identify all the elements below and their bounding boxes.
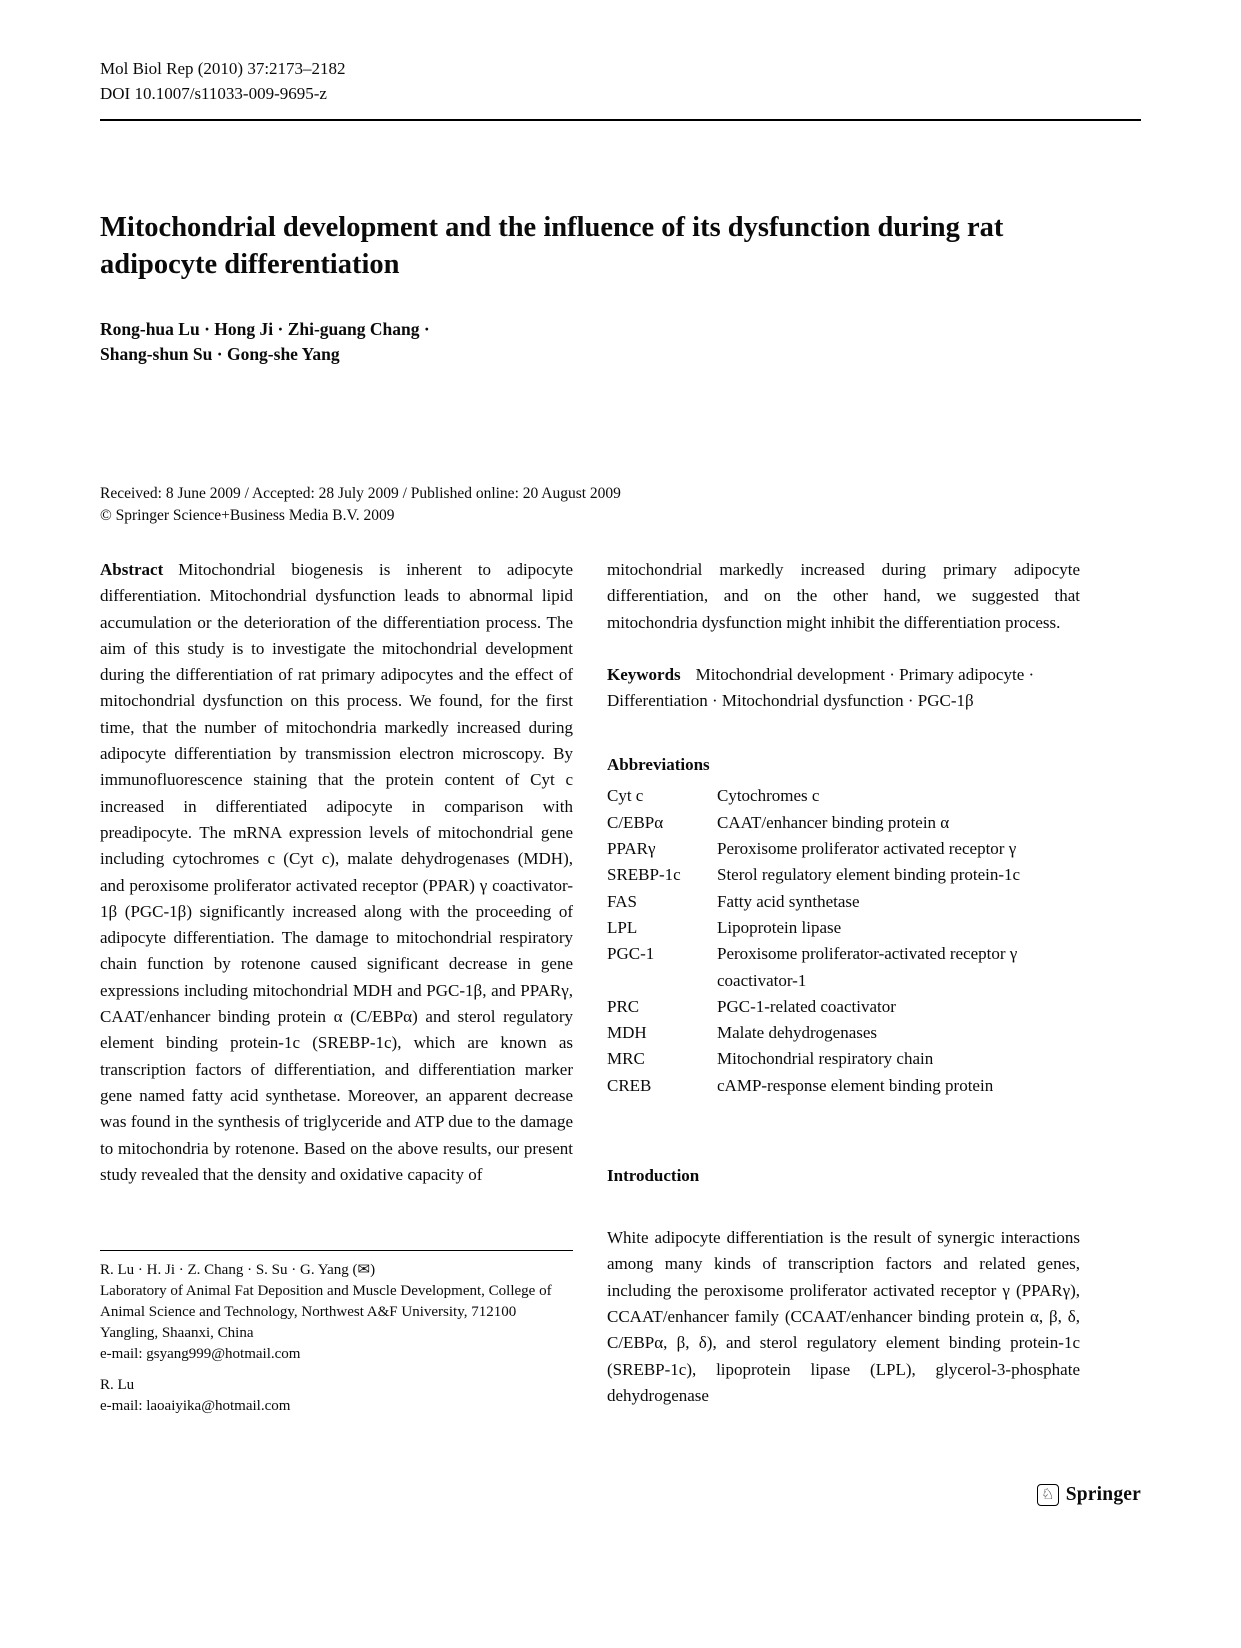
springer-horse-icon: ♘ (1037, 1484, 1059, 1506)
footnote-author-2: R. Lu (100, 1377, 135, 1393)
introduction-paragraph: White adipocyte differentiation is the result of synergic interactions among many kinds of transcription factors and related genes, including the peroxisome proliferator activated receptor γ (PPARγ), CCAAT/enhancer family (CCAAT/enhancer binding protein α, β, δ, C/EBPα, β, δ), and sterol regulatory element binding protein-1c (SREBP-1c), lipoprotein lipase (LPL), glycerol-3-phosphate dehydrogenase (607, 1228, 1080, 1405)
right-column (607, 557, 1080, 1417)
two-column-body (100, 557, 1141, 1417)
footnote-authors: R. Lu · H. Ji · Z. Chang · S. Su · G. Yang (✉) (100, 1262, 376, 1278)
abbreviation-row (607, 889, 1080, 915)
springer-wordmark: Springer (1065, 1484, 1141, 1505)
abbreviation-definition: Lipoprotein lipase (717, 917, 842, 937)
abbreviation-definition: cAMP-response element binding protein (717, 1075, 994, 1095)
abbreviation-row (607, 862, 1080, 888)
footnote-email-1: e-mail: gsyang999@hotmail.com (100, 1346, 301, 1362)
abbreviation-term: PPARγ (607, 839, 656, 859)
abbreviation-row (607, 941, 1080, 994)
authors (100, 317, 1141, 367)
abbreviations-heading: Abbreviations (607, 755, 710, 775)
copyright-line: © Springer Science+Business Media B.V. 2009 (100, 507, 395, 524)
abbreviation-term: CREB (607, 1075, 652, 1095)
abstract-text: Mitochondrial biogenesis is inherent to adipocyte differentiation. Mitochondrial dysfunction leads to abnormal lipid accumulation or the deterioration of the differentiation process. The aim of this study is to investigate the mitochondrial development during the differentiation of rat primary adipocytes and the effect of mitochondrial dysfunction on this process. We found, for the first time, that the number of mitochondria markedly increased during adipocyte differentiation by transmission electron microscopy. By immunofluorescence staining that the protein content of Cyt c increased in differentiated adipocyte in comparison with preadipocyte. The mRNA expression levels of mitochondrial gene including cytochromes c (Cyt c), malate dehydrogenases (MDH), and peroxisome proliferator activated receptor (PPAR) γ coactivator-1β (PGC-1β) significantly increased along with the proceeding of adipocyte differentiation. The damage to mitochondrial respiratory chain function by rotenone caused significant decrease in gene expressions including mitochondrial MDH and PGC-1β, and PPARγ, CAAT/enhancer binding protein α (C/EBPα) and sterol regulatory element binding protein-1c (SREBP-1c), which are known as transcription factors of differentiation, and differentiation marker gene named fatty acid synthetase. Moreover, an apparent decrease was found in the synthesis of triglyceride and ATP due to the damage to mitochondria by rotenone. Based on the above results, our present study revealed that the density and oxidative capacity of (100, 560, 573, 1184)
keywords-label: Keywords (607, 664, 681, 684)
abbreviation-term: PRC (607, 996, 640, 1016)
abbreviation-term: Cyt c (607, 786, 644, 806)
abbreviation-row (607, 836, 1080, 862)
introduction-heading: Introduction (607, 1166, 700, 1186)
abbreviation-definition: Peroxisome proliferator-activated receptor γ coactivator-1 (717, 944, 1018, 990)
journal-reference: Mol Biol Rep (2010) 37:2173–2182 (100, 59, 346, 78)
abbreviation-row (607, 915, 1080, 941)
page-footer (1037, 1484, 1141, 1506)
abbreviation-term: FAS (607, 891, 637, 911)
footnote-rule (100, 1250, 573, 1251)
authors-line-2: Shang-shun Su · Gong-she Yang (100, 344, 340, 364)
abbreviation-definition: Peroxisome proliferator activated receptor γ (717, 839, 1017, 859)
left-column (100, 557, 573, 1417)
abbreviation-term: MRC (607, 1049, 645, 1069)
keywords-text: Mitochondrial development · Primary adipocyte · Differentiation · Mitochondrial dysfunction · PGC-1β (607, 664, 1035, 711)
page-header (100, 56, 1141, 121)
abbreviation-row (607, 810, 1080, 836)
abstract (100, 557, 573, 1188)
abbreviation-row (607, 783, 1080, 809)
correspondence-footnote (100, 1250, 573, 1417)
abbreviation-definition: CAAT/enhancer binding protein α (717, 812, 950, 832)
authors-line-1: Rong-hua Lu · Hong Ji · Zhi-guang Chang · (100, 319, 430, 339)
abbreviation-term: C/EBPα (607, 812, 664, 832)
abbreviation-row (607, 994, 1080, 1020)
abbreviation-definition: Malate dehydrogenases (717, 1023, 878, 1043)
abbreviations-list (607, 783, 1080, 1099)
keywords (607, 662, 1080, 715)
footnote-affiliation: Laboratory of Animal Fat Deposition and Muscle Development, College of Animal Science and Technology, Northwest A&F University, 712100 Yangling, Shaanxi, China (100, 1283, 552, 1341)
abbreviation-definition: Sterol regulatory element binding protein-1c (717, 865, 1021, 885)
doi: DOI 10.1007/s11033-009-9695-z (100, 84, 327, 103)
received-accepted-published: Received: 8 June 2009 / Accepted: 28 July 2009 / Published online: 20 August 2009 (100, 485, 621, 502)
abbreviation-term: PGC-1 (607, 944, 655, 964)
abbreviation-definition: Cytochromes c (717, 786, 820, 806)
abbreviation-row (607, 1020, 1080, 1046)
abbreviation-row (607, 1073, 1080, 1099)
abbreviation-term: MDH (607, 1023, 647, 1043)
header-rule (100, 119, 1141, 121)
abstract-continuation: mitochondrial markedly increased during primary adipocyte differentiation, and on the other hand, we suggested that mitochondria dysfunction might inhibit the differentiation process. (607, 560, 1080, 632)
footnote-email-2: e-mail: laoaiyika@hotmail.com (100, 1398, 291, 1414)
abbreviation-term: SREBP-1c (607, 865, 681, 885)
abbreviation-definition: Fatty acid synthetase (717, 891, 860, 911)
publication-dates (100, 483, 1141, 527)
abbreviation-term: LPL (607, 917, 638, 937)
abbreviation-definition: Mitochondrial respiratory chain (717, 1049, 934, 1069)
article-title: Mitochondrial development and the influence of its dysfunction during rat adipocyte differentiation (100, 212, 1004, 280)
abbreviation-definition: PGC-1-related coactivator (717, 996, 896, 1016)
abbreviation-row (607, 1046, 1080, 1072)
springer-logo (1037, 1484, 1141, 1506)
abstract-label: Abstract (100, 560, 164, 579)
